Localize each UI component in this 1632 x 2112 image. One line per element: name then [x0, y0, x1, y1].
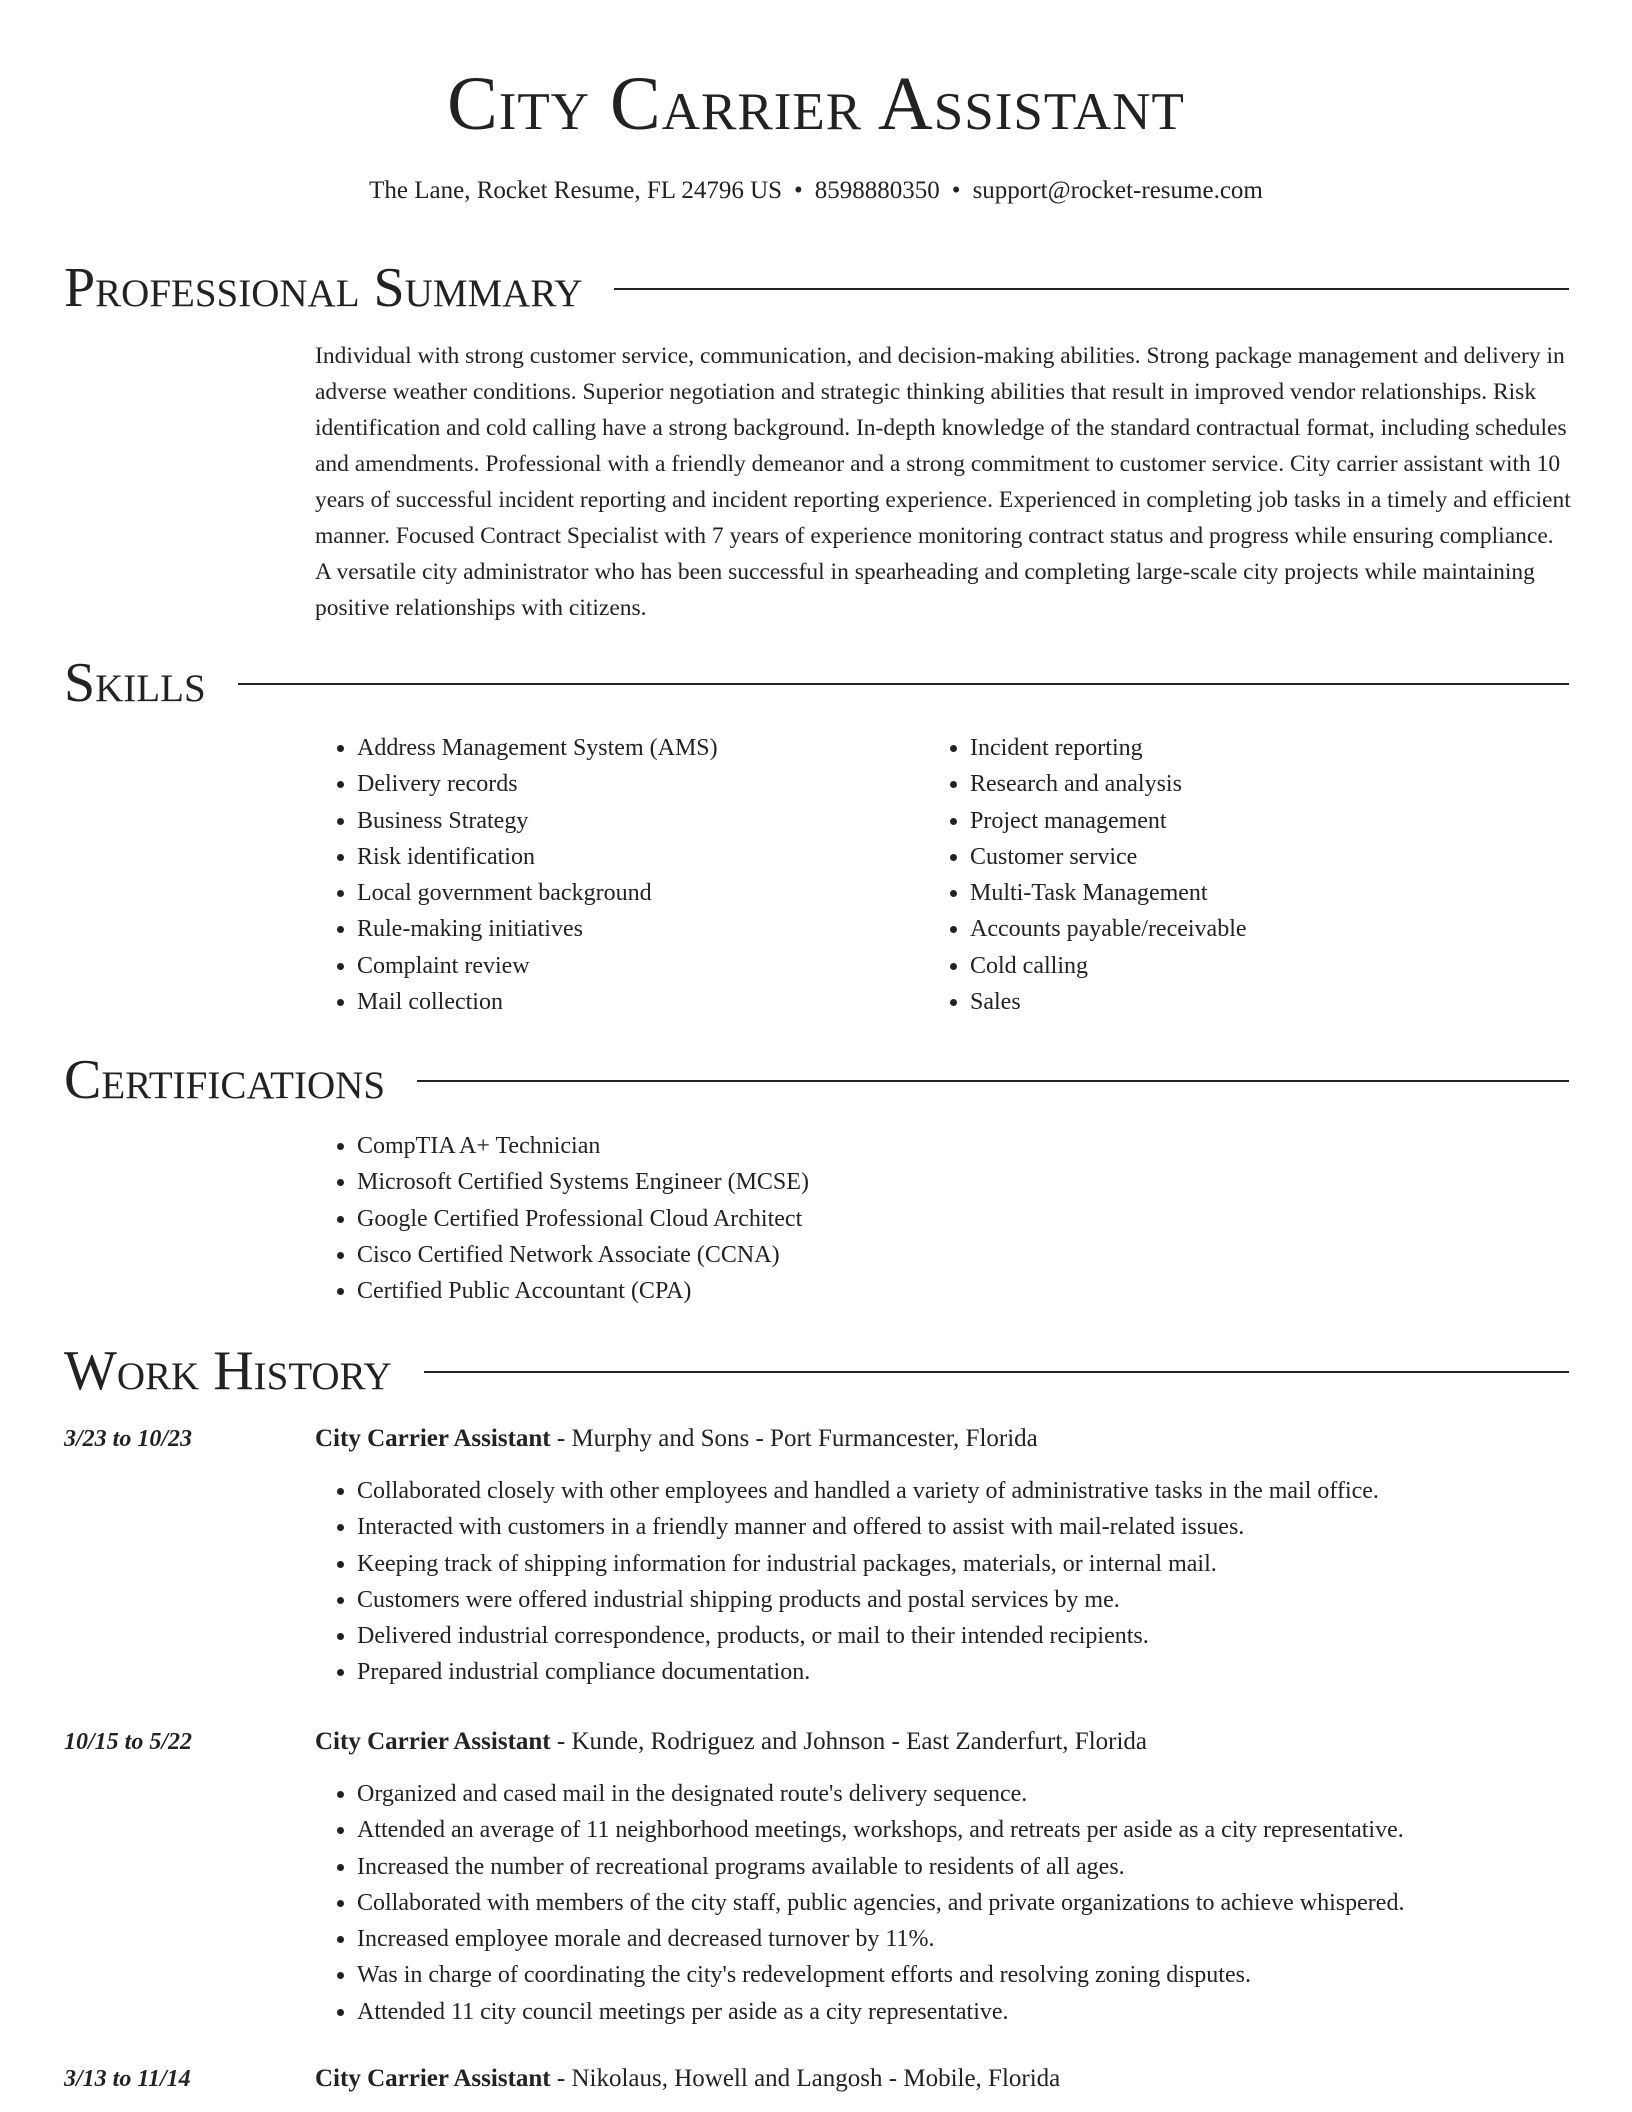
responsibility-item: • Increased employee morale and decreased turnover by 11%. [357, 1921, 1617, 1957]
skill-item: • Mail collection [357, 984, 917, 1020]
section-divider [614, 288, 1569, 290]
responsibility-item: • Interacted with customers in a friendly manner and offered to assist with mail-related issues. [357, 1509, 1617, 1545]
certifications-list [313, 1128, 1557, 1309]
job-heading [315, 1726, 1147, 1758]
skill-item: • Address Management System (AMS) [357, 730, 917, 766]
job-responsibilities [313, 1776, 1617, 2030]
certification-item: • Google Certified Professional Cloud Architect [357, 1201, 1557, 1237]
skill-item: • Project management [970, 803, 1570, 839]
skills-heading: Skills [64, 652, 206, 714]
skill-item: • Delivery records [357, 766, 917, 802]
job-employer-location: - Kunde, Rodriguez and Johnson - East Zanderfurt, Florida [550, 1728, 1148, 1755]
summary-heading: Professional Summary [64, 257, 583, 319]
responsibility-item: • Attended an average of 11 neighborhood meetings, workshops, and retreats per aside as a city representative. [357, 1812, 1617, 1848]
skills-list-left [313, 730, 917, 1020]
responsibility-item: • Was in charge of coordinating the city's redevelopment efforts and resolving zoning disputes. [357, 1957, 1617, 1993]
job-employer-location: - Nikolaus, Howell and Langosh - Mobile, Florida [550, 2065, 1061, 2092]
responsibility-item: • Collaborated closely with other employees and handled a variety of administrative tasks in the mail office. [357, 1473, 1617, 1509]
job-dates: 3/13 to 11/14 [64, 2066, 191, 2092]
skills-section-header [64, 648, 1569, 718]
skill-item: • Multi-Task Management [970, 875, 1570, 911]
certification-item: • Cisco Certified Network Associate (CCNA) [357, 1237, 1557, 1273]
responsibility-item: • Increased the number of recreational programs available to residents of all ages. [357, 1849, 1617, 1885]
section-divider [417, 1080, 1569, 1082]
skill-item: • Sales [970, 984, 1570, 1020]
job-heading [315, 1423, 1038, 1455]
section-divider [238, 683, 1569, 685]
certification-item: • Microsoft Certified Systems Engineer (MCSE) [357, 1164, 1557, 1200]
job-dates: 10/15 to 5/22 [64, 1729, 193, 1755]
skill-item: • Complaint review [357, 948, 917, 984]
work-heading: Work History [64, 1340, 392, 1402]
skills-list-right [926, 730, 1570, 1020]
responsibility-item: • Organized and cased mail in the designated route's delivery sequence. [357, 1776, 1617, 1812]
certifications-heading: Certifications [64, 1049, 386, 1111]
certifications-section-header [64, 1045, 1569, 1115]
responsibility-item: • Customers were offered industrial shipping products and postal services by me. [357, 1582, 1617, 1618]
skill-item: • Business Strategy [357, 803, 917, 839]
job-dates: 3/23 to 10/23 [64, 1426, 193, 1452]
contact-line [0, 175, 1632, 207]
certification-item: • Certified Public Accountant (CPA) [357, 1273, 1557, 1309]
job-title: City Carrier Assistant [315, 2065, 551, 2092]
skill-item: • Research and analysis [970, 766, 1570, 802]
certification-item: • CompTIA A+ Technician [357, 1128, 1557, 1164]
work-section-header [64, 1336, 1569, 1406]
job-title: City Carrier Assistant [315, 1425, 551, 1452]
candidate-name: City Carrier Assistant [447, 62, 1185, 146]
contact-address: The Lane, Rocket Resume, FL 24796 US [369, 177, 783, 204]
responsibility-item: • Attended 11 city council meetings per aside as a city representative. [357, 1994, 1617, 2030]
section-divider [424, 1371, 1569, 1373]
contact-email: support@rocket-resume.com [972, 177, 1263, 204]
summary-text: Individual with strong customer service, communication, and decision-making abilities. Strong package management and delivery in adverse weather conditions. Superior negotiation and strategic thinking abilities that result in improved vendor relationships. Risk identification and cold calling have a strong background. In-depth knowledge of the standard contractual format, including schedules and amendments. Professional with a friendly demeanor and a strong commitment to customer service. City carrier assistant with 10 years of successful incident reporting and incident reporting experience. Experienced in completing job tasks in a timely and efficient manner. Focused Contract Specialist with 7 years of experience monitoring contract status and progress while ensuring compliance. A versatile city administrator who has been successful in spearheading and completing large-scale city projects while maintaining positive relationships with citizens. [315, 343, 1571, 621]
job-heading [315, 2063, 1060, 2095]
responsibility-item: • Keeping track of shipping information for industrial packages, materials, or internal mail. [357, 1546, 1617, 1582]
contact-separator: • [951, 177, 961, 204]
job-title: City Carrier Assistant [315, 1728, 551, 1755]
summary-section-header [64, 253, 1569, 323]
skill-item: • Accounts payable/receivable [970, 911, 1570, 947]
skill-item: • Cold calling [970, 948, 1570, 984]
skill-item: • Local government background [357, 875, 917, 911]
contact-phone: 8598880350 [814, 177, 940, 204]
skill-item: • Incident reporting [970, 730, 1570, 766]
skill-item: • Customer service [970, 839, 1570, 875]
contact-separator: • [794, 177, 803, 204]
skill-item: • Risk identification [357, 839, 917, 875]
job-employer-location: - Murphy and Sons - Port Furmancester, Florida [550, 1425, 1038, 1452]
skill-item: • Rule-making initiatives [357, 911, 917, 947]
responsibility-item: • Delivered industrial correspondence, products, or mail to their intended recipients. [357, 1618, 1617, 1654]
responsibility-item: • Prepared industrial compliance documentation. [357, 1654, 1617, 1690]
job-responsibilities [313, 1473, 1617, 1691]
responsibility-item: • Collaborated with members of the city staff, public agencies, and private organizations to achieve whispered. [357, 1885, 1617, 1921]
